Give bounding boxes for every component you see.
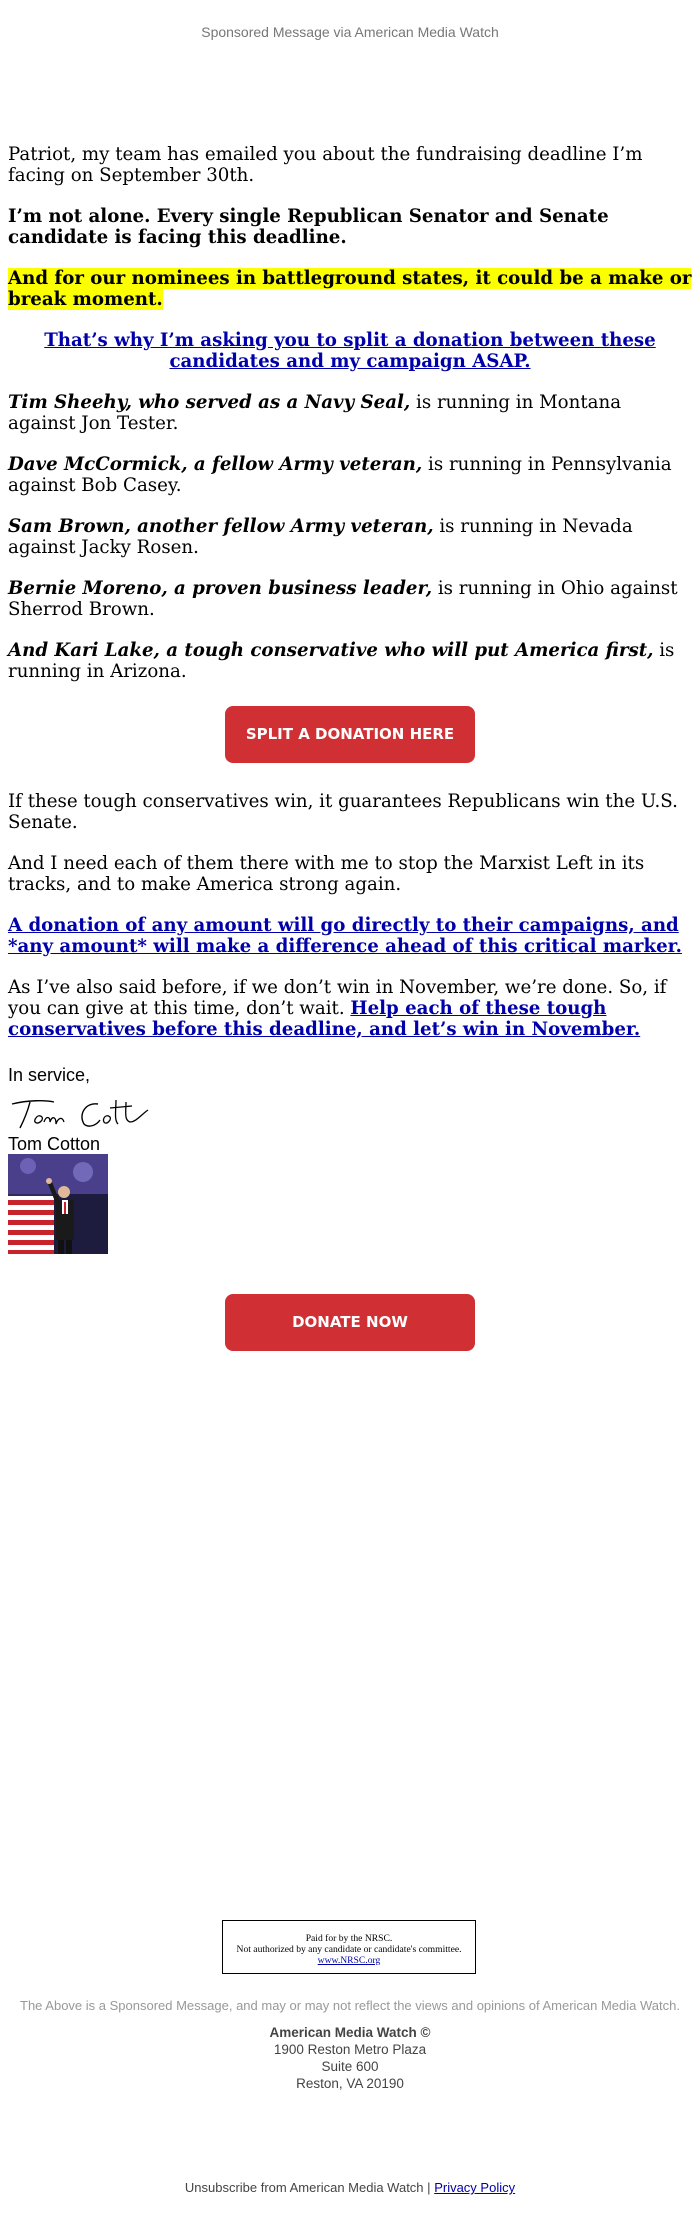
org-name: American Media Watch © <box>269 2025 431 2040</box>
signer-name: Tom Cotton <box>8 1134 101 1154</box>
address-line-1: 1900 Reston Metro Plaza <box>273 2042 427 2057</box>
split-donation-button[interactable]: SPLIT A DONATION HERE <box>225 706 475 763</box>
highlighted-text: And for our nominees in battleground states, it could be a make or break moment. <box>8 268 692 310</box>
battleground-paragraph <box>8 268 692 310</box>
not-authorized-line: Not authorized by any candidate or candidate's committee. <box>236 1944 462 1955</box>
candidate-name: And Kari Lake, a tough conservative who will put America first, <box>8 640 654 661</box>
candidate-mccormick <box>8 454 692 496</box>
intro-paragraph: Patriot, my team has emailed you about the fundraising deadline I’m facing on September 30th. <box>8 144 643 186</box>
candidate-detail: is running in Nevada against Jacky Rosen. <box>8 516 633 558</box>
any-amount-link[interactable]: A donation of any amount will go directly to their campaigns, and *any amount* will make a difference ahead of this critical marker. <box>8 915 682 957</box>
not-alone-paragraph: I’m not alone. Every single Republican Senator and Senate candidate is facing this deadline. <box>8 206 609 248</box>
marxist-paragraph: And I need each of them there with me to stop the Marxist Left in its tracks, and to make America strong again. <box>8 853 645 895</box>
candidate-name: Dave McCormick, a fellow Army veteran, <box>8 454 423 475</box>
candidate-sheehy <box>8 392 692 434</box>
candidate-name: Tim Sheehy, who served as a Navy Seal, <box>8 392 411 413</box>
candidate-name: Bernie Moreno, a proven business leader, <box>8 578 433 599</box>
link-separator: | <box>427 2180 431 2195</box>
paid-for-box <box>222 1920 476 1974</box>
split-donation-link[interactable]: That’s why I’m asking you to split a donation between these candidates and my campaign ASAP. <box>44 330 656 372</box>
footer-address <box>0 2024 700 2092</box>
address-line-2: Suite 600 <box>321 2059 379 2074</box>
candidate-lake <box>8 640 692 682</box>
paid-for-line: Paid for by the NRSC. <box>305 1933 393 1944</box>
candidate-detail: is running in Montana against Jon Tester. <box>8 392 622 434</box>
email-body <box>8 144 692 1379</box>
nrsc-link[interactable]: www.NRSC.org <box>317 1955 381 1966</box>
tom-cotton-photo <box>8 1154 108 1254</box>
help-conservatives-link[interactable]: Help each of these tough conservatives before this deadline, and let’s win in November. <box>8 998 641 1040</box>
address-line-3: Reston, VA 20190 <box>296 2076 404 2091</box>
november-paragraph <box>8 977 692 1040</box>
candidate-detail: is running in Pennsylvania against Bob Casey. <box>8 454 672 496</box>
sponsored-header: Sponsored Message via American Media Watch <box>201 24 499 40</box>
donate-button-wrapper <box>8 1294 692 1351</box>
in-service-text: In service, <box>8 1065 91 1085</box>
candidate-name: Sam Brown, another fellow Army veteran, <box>8 516 434 537</box>
split-ask-paragraph <box>8 330 692 372</box>
candidate-detail: is running in Arizona. <box>8 640 675 682</box>
signature-image <box>8 1092 158 1134</box>
footer-links <box>0 2180 700 2195</box>
guarantee-paragraph: If these tough conservatives win, it guarantees Republicans win the U.S. Senate. <box>8 791 678 833</box>
signoff-block <box>8 1064 692 1254</box>
candidate-moreno <box>8 578 692 620</box>
split-button-wrapper <box>8 706 692 763</box>
donate-now-button[interactable]: DONATE NOW <box>225 1294 475 1351</box>
any-amount-paragraph <box>8 915 692 957</box>
privacy-policy-link[interactable]: Privacy Policy <box>434 2180 516 2195</box>
unsubscribe-text[interactable]: Unsubscribe from American Media Watch <box>184 2180 424 2195</box>
november-text: As I’ve also said before, if we don’t win in November, we’re done. So, if you can give at this time, don’t wait. <box>8 977 667 1019</box>
candidate-detail: is running in Ohio against Sherrod Brown. <box>8 578 678 620</box>
sponsored-disclaimer: The Above is a Sponsored Message, and may or may not reflect the views and opinions of American Media Watch. <box>20 1998 680 2013</box>
candidate-brown <box>8 516 692 558</box>
